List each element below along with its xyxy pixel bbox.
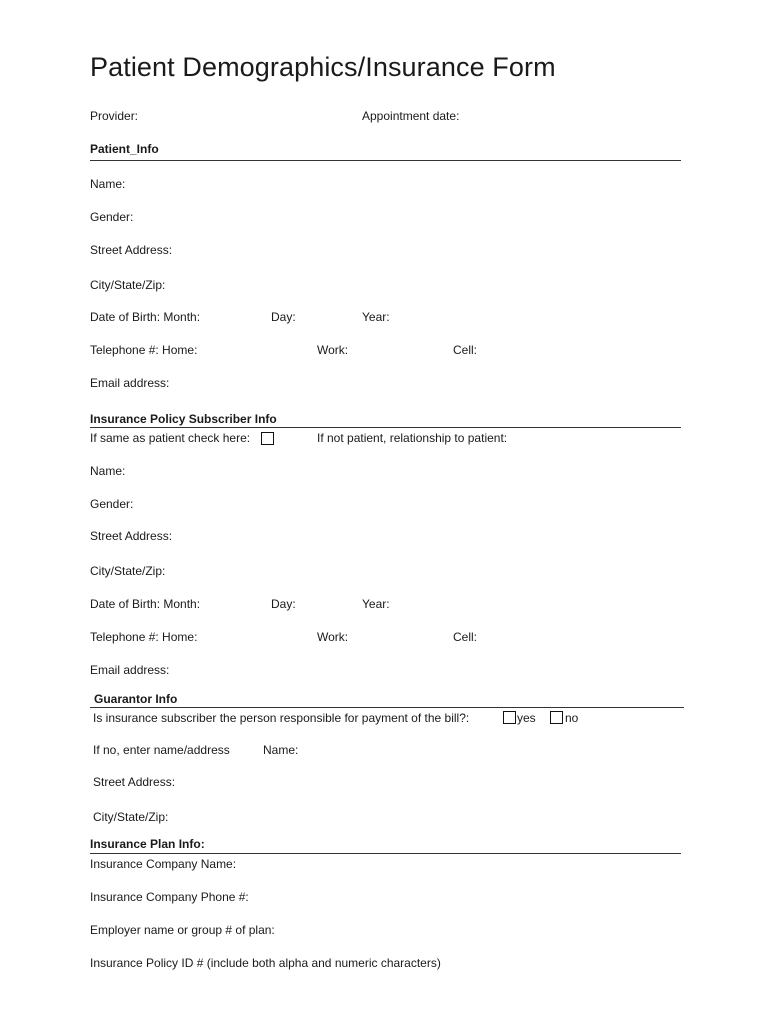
provider-label: Provider:	[90, 109, 139, 123]
subscriber-email-label: Email address:	[90, 663, 170, 677]
guarantor-yes-checkbox[interactable]	[503, 711, 516, 724]
patient-dob-day-label: Day:	[271, 310, 296, 324]
guarantor-question-label: Is insurance subscriber the person responsible for payment of the bill?:	[93, 711, 470, 725]
patient-dob-month-label: Date of Birth: Month:	[90, 310, 201, 324]
page-title: Patient Demographics/Insurance Form	[90, 52, 556, 82]
patient-info-header: Patient_Info	[90, 142, 159, 156]
patient-city-label: City/State/Zip:	[90, 278, 166, 292]
subscriber-street-label: Street Address:	[90, 529, 173, 543]
patient-info-divider	[90, 160, 681, 161]
insurance-company-name-label: Insurance Company Name:	[90, 857, 237, 871]
subscriber-gender-label: Gender:	[90, 497, 134, 511]
employer-group-label: Employer name or group # of plan:	[90, 923, 275, 937]
insurance-plan-info-divider	[90, 853, 681, 854]
guarantor-street-label: Street Address:	[93, 775, 176, 789]
guarantor-name-label: Name:	[263, 743, 299, 757]
patient-street-label: Street Address:	[90, 243, 173, 257]
subscriber-phone-home-label: Telephone #: Home:	[90, 630, 198, 644]
subscriber-dob-year-label: Year:	[362, 597, 390, 611]
subscriber-info-divider	[90, 427, 681, 428]
policy-id-label: Insurance Policy ID # (include both alpha and numeric characters)	[90, 956, 441, 970]
same-as-patient-checkbox[interactable]	[261, 432, 274, 445]
guarantor-no-label: no	[565, 711, 579, 725]
appointment-date-label: Appointment date:	[362, 109, 460, 123]
subscriber-name-label: Name:	[90, 464, 126, 478]
patient-gender-label: Gender:	[90, 210, 134, 224]
patient-name-label: Name:	[90, 177, 126, 191]
relationship-to-patient-label: If not patient, relationship to patient:	[317, 431, 508, 445]
patient-phone-home-label: Telephone #: Home:	[90, 343, 198, 357]
patient-email-label: Email address:	[90, 376, 170, 390]
guarantor-info-header: Guarantor Info	[94, 692, 178, 706]
patient-dob-year-label: Year:	[362, 310, 390, 324]
guarantor-info-divider	[90, 707, 684, 708]
subscriber-city-label: City/State/Zip:	[90, 564, 166, 578]
subscriber-phone-work-label: Work:	[317, 630, 349, 644]
guarantor-city-label: City/State/Zip:	[93, 810, 169, 824]
subscriber-dob-month-label: Date of Birth: Month:	[90, 597, 201, 611]
subscriber-dob-day-label: Day:	[271, 597, 296, 611]
guarantor-no-checkbox[interactable]	[550, 711, 563, 724]
same-as-patient-label: If same as patient check here:	[90, 431, 251, 445]
insurance-plan-info-header: Insurance Plan Info:	[90, 837, 205, 851]
guarantor-yes-label: yes	[517, 711, 536, 725]
subscriber-phone-cell-label: Cell:	[453, 630, 478, 644]
subscriber-info-header: Insurance Policy Subscriber Info	[90, 412, 277, 426]
insurance-company-phone-label: Insurance Company Phone #:	[90, 890, 249, 904]
patient-phone-work-label: Work:	[317, 343, 349, 357]
patient-phone-cell-label: Cell:	[453, 343, 478, 357]
guarantor-if-no-label: If no, enter name/address	[93, 743, 230, 757]
